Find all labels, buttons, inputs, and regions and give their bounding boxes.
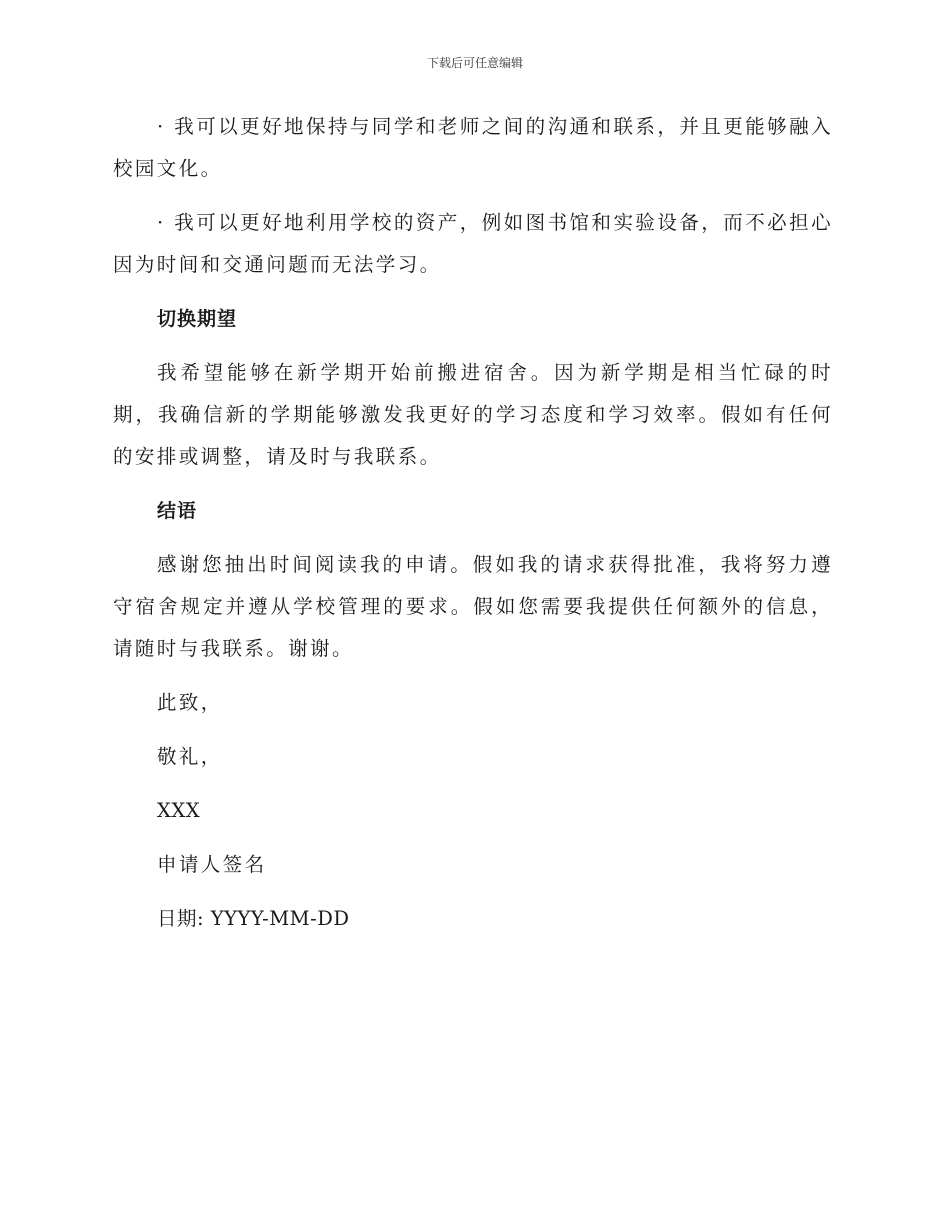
expectation-paragraph: 我希望能够在新学期开始前搬进宿舍。因为新学期是相当忙碌的时期，我确信新的学期能够激发我更好的学习态度和学习效率。假如有任何的安排或调整，请及时与我联系。 (113, 361, 833, 468)
header-note: 下载后可任意编辑 (426, 56, 523, 70)
bullet-paragraph-communication: · 我可以更好地保持与同学和老师之间的沟通和联系，并且更能够融入校园文化。 (113, 115, 833, 180)
closing-regards: 敬礼， (157, 745, 223, 768)
section-heading-expectation: 切换期望 (157, 308, 238, 330)
conclusion-paragraph: 感谢您抽出时间阅读我的申请。假如我的请求获得批准，我将努力遵守宿舍规定并遵从学校管理的要求。假如您需要我提供任何额外的信息，请随时与我联系。谢谢。 (113, 553, 833, 660)
signature-label: 申请人签名 (157, 853, 267, 876)
bullet-paragraph-resources: · 我可以更好地利用学校的资产，例如图书馆和实验设备，而不必担心因为时间和交通问题而无法学习。 (113, 211, 833, 276)
date-line: 日期: YYYY-MM-DD (157, 907, 350, 930)
closing-salutation: 此致， (157, 691, 223, 714)
section-heading-conclusion: 结语 (157, 500, 198, 522)
letter-body (113, 106, 833, 952)
applicant-name: XXX (157, 799, 201, 822)
